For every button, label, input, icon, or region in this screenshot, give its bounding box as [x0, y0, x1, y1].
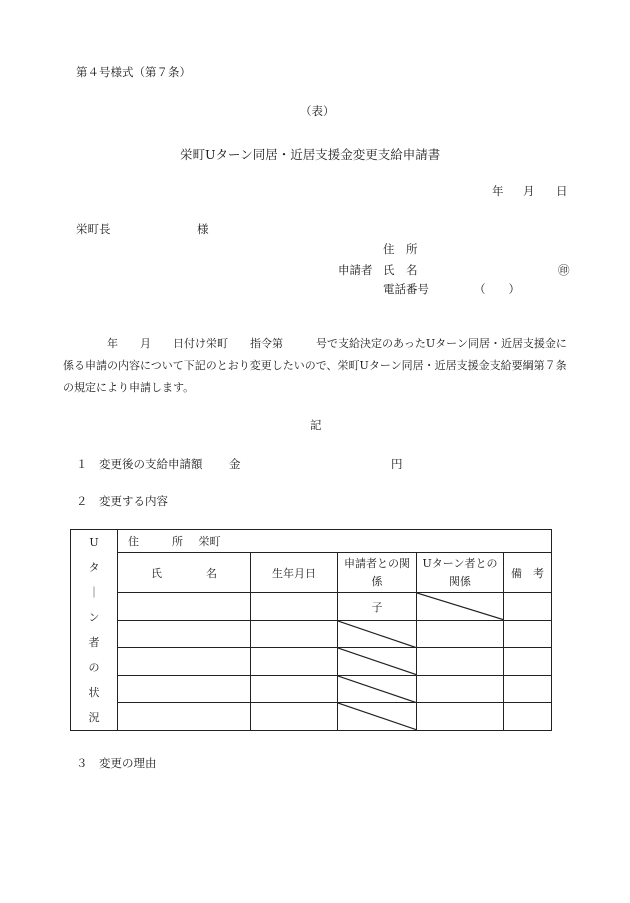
header-relation: 申請者との関係	[338, 553, 417, 593]
vertical-char: タ	[88, 561, 100, 574]
strike-line	[338, 676, 416, 703]
form-number: 第４号様式（第７条）	[76, 65, 191, 79]
applicant-address-label: 住 所	[383, 242, 418, 256]
vertical-label	[71, 530, 118, 731]
relation-cell-struck	[338, 675, 417, 703]
vertical-char: ｜	[88, 586, 100, 599]
table-row	[71, 648, 552, 676]
birth-cell[interactable]	[251, 593, 338, 621]
vertical-char: 況	[88, 711, 100, 724]
vertical-char: 状	[88, 686, 100, 699]
birth-cell[interactable]	[251, 648, 338, 676]
form-title: 栄町Uターン同居・近居支援金変更支給申請書	[180, 147, 441, 162]
ki-label: 記	[310, 418, 322, 432]
uturn-relation-cell[interactable]	[417, 648, 504, 676]
vertical-char: ン	[88, 611, 100, 624]
item1-kin: 金	[229, 457, 241, 471]
table-row	[71, 593, 552, 621]
remarks-cell[interactable]	[504, 703, 552, 731]
applicant-phone-paren: （ ）	[474, 282, 520, 296]
address-cell	[118, 530, 552, 553]
birth-cell[interactable]	[251, 675, 338, 703]
table-address-row	[71, 530, 552, 553]
header-remarks: 備 考	[504, 553, 552, 593]
address-label: 住 所	[128, 535, 183, 549]
relation-cell: 子	[338, 593, 417, 621]
birth-cell[interactable]	[251, 620, 338, 648]
name-cell[interactable]	[118, 703, 251, 731]
address-value: 栄町	[198, 535, 221, 549]
strike-line	[338, 621, 416, 648]
date-day: 日	[556, 184, 568, 198]
item2-label: ２ 変更する内容	[76, 494, 168, 508]
body-text: 年 月 日付け栄町 指令第 号で支給決定のあったUターン同居・近居支援金に係る申請の内容について下記のとおり変更したいので、栄町Uターン同居・近居支援金支給要綱第７条の規定により申請します。	[63, 337, 567, 394]
header-birth: 生年月日	[251, 553, 338, 593]
item3-label: ３ 変更の理由	[76, 756, 157, 770]
relation-cell-struck	[338, 703, 417, 731]
remarks-cell[interactable]	[504, 675, 552, 703]
applicant-role-label: 申請者	[338, 263, 373, 277]
uturn-relation-cell[interactable]	[417, 675, 504, 703]
seal-mark: ㊞	[558, 263, 570, 277]
item1-yen: 円	[391, 457, 403, 471]
applicant-phone-label: 電話番号	[383, 282, 429, 296]
strike-line	[338, 703, 416, 730]
table-header-row	[71, 553, 552, 593]
vertical-char: の	[88, 661, 100, 674]
name-cell[interactable]	[118, 648, 251, 676]
table-row	[71, 675, 552, 703]
remarks-cell[interactable]	[504, 620, 552, 648]
table-row	[71, 620, 552, 648]
name-cell[interactable]	[118, 620, 251, 648]
strike-line	[338, 648, 416, 675]
header-uturn-relation: Uターン者との関係	[417, 553, 504, 593]
vertical-char: U	[89, 536, 99, 549]
applicant-name-label: 氏 名	[383, 263, 418, 277]
strike-line	[417, 593, 503, 620]
uturn-status-table	[70, 529, 552, 731]
name-cell[interactable]	[118, 675, 251, 703]
relation-cell-struck	[338, 620, 417, 648]
relation-cell-struck	[338, 648, 417, 676]
item1-label: １ 変更後の支給申請額	[76, 457, 203, 471]
uturn-relation-cell[interactable]	[417, 703, 504, 731]
uturn-relation-cell-struck	[417, 593, 504, 621]
side-label: （表）	[300, 104, 335, 118]
addressee-mayor: 栄町長	[76, 222, 111, 236]
vertical-char: 者	[88, 636, 100, 649]
header-name: 氏 名	[118, 553, 251, 593]
name-cell[interactable]	[118, 593, 251, 621]
remarks-cell[interactable]	[504, 648, 552, 676]
uturn-relation-cell[interactable]	[417, 620, 504, 648]
date-year: 年	[492, 184, 504, 198]
remarks-cell[interactable]	[504, 593, 552, 621]
date-month: 月	[523, 184, 535, 198]
table-row	[71, 703, 552, 731]
birth-cell[interactable]	[251, 703, 338, 731]
addressee-honorific: 様	[197, 222, 209, 236]
